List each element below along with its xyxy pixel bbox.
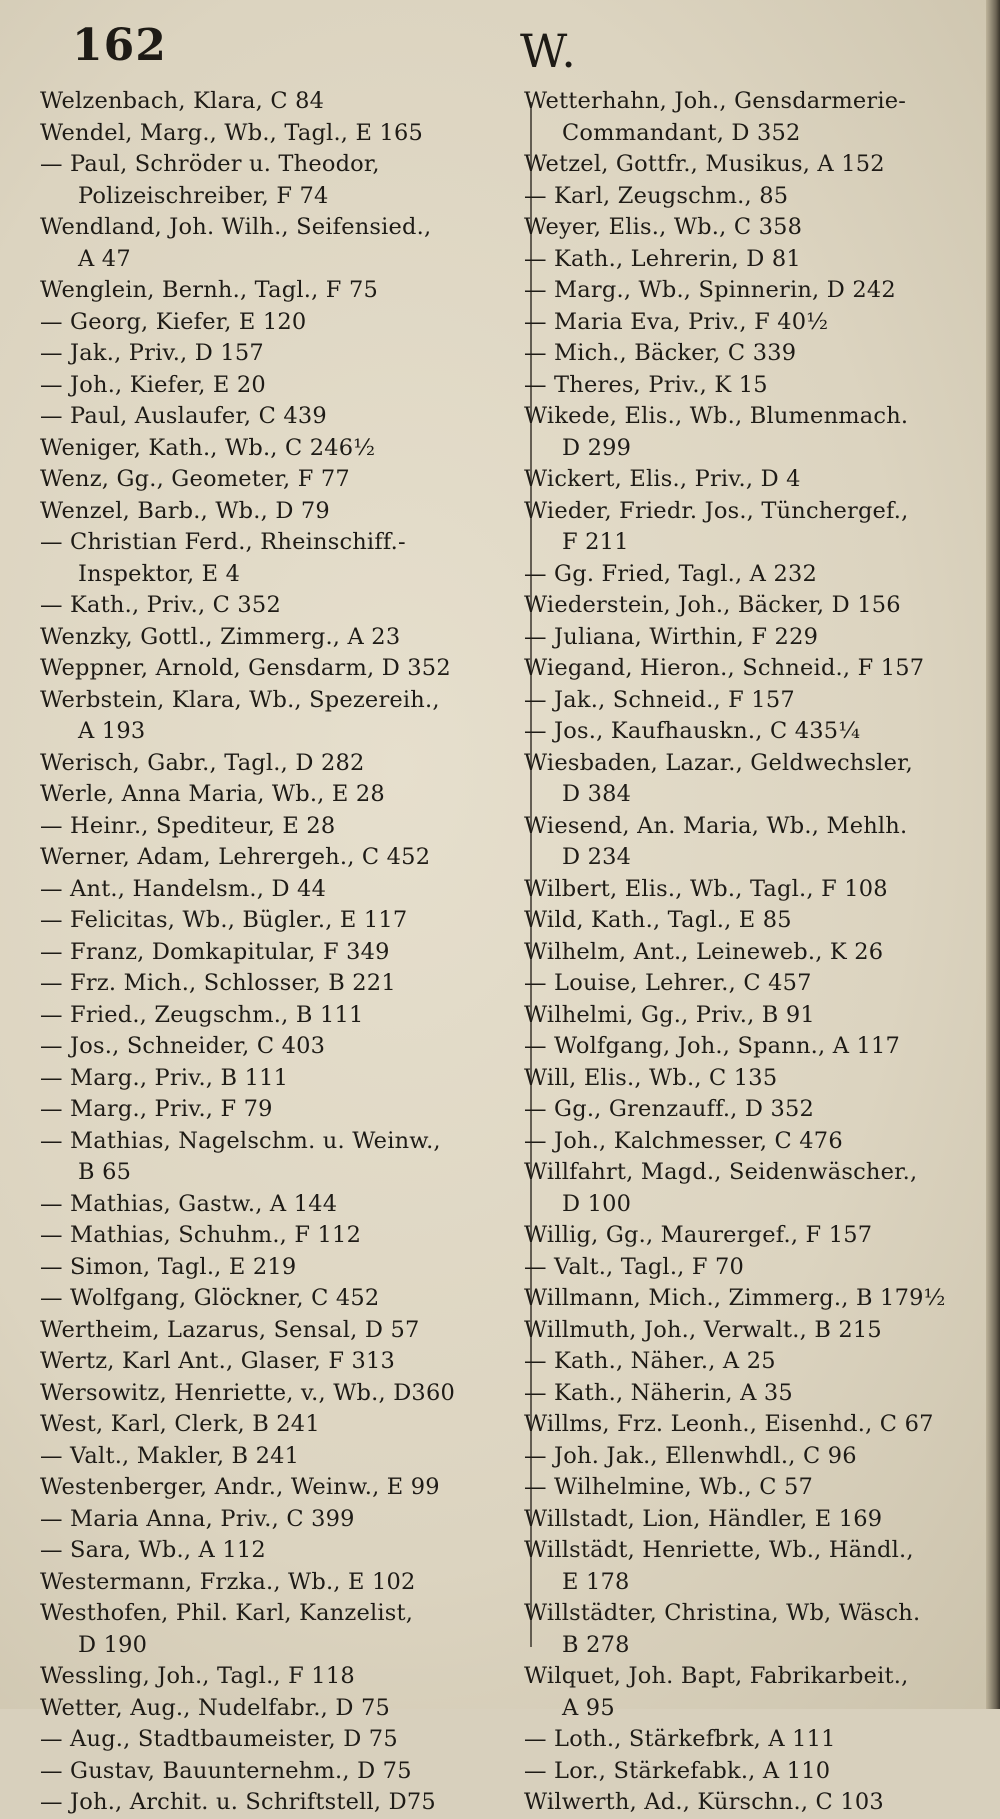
directory-entry: — Valt., Makler, B 241 (40, 1442, 300, 1469)
directory-entry: Wenz, Gg., Geometer, F 77 (40, 466, 350, 492)
directory-entry-continuation: Inspektor, E 4 (78, 560, 241, 587)
directory-entry: Wetter, Aug., Nudelfabr., D 75 (40, 1694, 390, 1721)
directory-entry: — Loth., Stärkefbrk, A 111 (524, 1726, 836, 1752)
directory-entry: — Jos., Kaufhauskn., C 435¼ (524, 718, 861, 744)
directory-entry: — Paul, Auslaufer, C 439 (40, 403, 327, 429)
directory-entry: Weppner, Arnold, Gensdarm, D 352 (40, 655, 451, 681)
directory-entry: Wiederstein, Joh., Bäcker, D 156 (524, 592, 901, 618)
directory-entry: Wersowitz, Henriette, v., Wb., D360 (40, 1379, 455, 1406)
directory-entry-continuation: E 178 (562, 1568, 630, 1595)
directory-entry: — Gg., Grenzauff., D 352 (524, 1096, 815, 1122)
directory-entry: — Marg., Priv., F 79 (40, 1096, 273, 1122)
directory-entry: Westhofen, Phil. Karl, Kanzelist, (40, 1600, 414, 1626)
directory-entry: — Paul, Schröder u. Theodor, (40, 151, 380, 177)
directory-entry: Werner, Adam, Lehrergeh., C 452 (40, 844, 431, 870)
directory-entry: — Louise, Lehrer., C 457 (524, 970, 812, 996)
directory-entry-continuation: F 211 (562, 529, 629, 555)
directory-entry: — Jak., Schneid., F 157 (524, 686, 795, 713)
directory-entry: Wilquet, Joh. Bapt, Fabrikarbeit., (524, 1663, 909, 1689)
directory-entry: — Joh., Kiefer, E 20 (40, 371, 266, 398)
directory-entry: Weniger, Kath., Wb., C 246½ (40, 434, 376, 461)
left-column (40, 86, 518, 1819)
directory-entry: — Aug., Stadtbaumeister, D 75 (40, 1726, 398, 1752)
directory-entry: — Mathias, Gastw., A 144 (40, 1190, 338, 1217)
directory-entry: — Jos., Schneider, C 403 (40, 1033, 326, 1059)
directory-entry: — Heinr., Spediteur, E 28 (40, 812, 336, 839)
directory-entry: Willfahrt, Magd., Seidenwäscher., (524, 1159, 918, 1185)
directory-entry: Willig, Gg., Maurergef., F 157 (524, 1222, 873, 1248)
directory-entry: — Franz, Domkapitular, F 349 (40, 938, 390, 965)
directory-entry: Welzenbach, Klara, C 84 (40, 88, 325, 114)
directory-entry: West, Karl, Clerk, B 241 (40, 1411, 320, 1437)
directory-entry: — Joh., Archit. u. Schriftstell, D75 (40, 1789, 436, 1815)
directory-entry: Wertheim, Lazarus, Sensal, D 57 (40, 1316, 420, 1343)
directory-entry: Wenglein, Bernh., Tagl., F 75 (40, 277, 378, 303)
directory-entry: — Mathias, Schuhm., F 112 (40, 1222, 362, 1248)
directory-entry-continuation: B 278 (562, 1631, 630, 1658)
directory-entry: — Maria Anna, Priv., C 399 (40, 1505, 355, 1532)
directory-entry: Wikede, Elis., Wb., Blumenmach. (524, 403, 909, 429)
directory-entry: — Ant., Handelsm., D 44 (40, 875, 327, 902)
directory-entry-continuation: Commandant, D 352 (562, 119, 801, 146)
directory-entry: Wilhelmi, Gg., Priv., B 91 (524, 1001, 815, 1028)
directory-entry: — Wilhelmine, Wb., C 57 (524, 1474, 814, 1500)
directory-entry: — Christian Ferd., Rheinschiff.- (40, 529, 406, 555)
directory-entry: — Georg, Kiefer, E 120 (40, 308, 307, 335)
directory-entry: — Fried., Zeugschm., B 111 (40, 1001, 364, 1028)
directory-entry-continuation: A 193 (78, 718, 146, 744)
directory-entry: — Kath., Lehrerin, D 81 (524, 245, 801, 272)
directory-entry: — Juliana, Wirthin, F 229 (524, 623, 819, 650)
directory-entry: Wendland, Joh. Wilh., Seifensied., (40, 214, 432, 240)
directory-entry: Wessling, Joh., Tagl., F 118 (40, 1663, 355, 1689)
directory-entry: Wenzky, Gottl., Zimmerg., A 23 (40, 623, 401, 650)
directory-entry: — Mich., Bäcker, C 339 (524, 340, 797, 366)
directory-entry: — Kath., Näherin, A 35 (524, 1379, 793, 1406)
directory-entry-continuation: D 299 (562, 434, 632, 461)
directory-entry: — Karl, Zeugschm., 85 (524, 182, 789, 209)
directory-entry: — Marg., Wb., Spinnerin, D 242 (524, 277, 896, 303)
right-column (524, 86, 964, 1819)
directory-entry: — Wolfgang, Glöckner, C 452 (40, 1285, 380, 1311)
directory-entry: Wetterhahn, Joh., Gensdarmerie- (524, 88, 907, 114)
directory-entry: Wertz, Karl Ant., Glaser, F 313 (40, 1348, 396, 1374)
directory-entry-continuation: B 65 (78, 1159, 132, 1185)
directory-entry: — Frz. Mich., Schlosser, B 221 (40, 970, 396, 996)
directory-entry: Willstadt, Lion, Händler, E 169 (524, 1505, 883, 1532)
directory-entry: Westermann, Frzka., Wb., E 102 (40, 1568, 416, 1595)
directory-entry: — Maria Eva, Priv., F 40½ (524, 308, 829, 335)
section-letter: W. (520, 24, 578, 78)
directory-entry: Wiegand, Hieron., Schneid., F 157 (524, 655, 925, 681)
directory-entry: — Wolfgang, Joh., Spann., A 117 (524, 1033, 901, 1059)
directory-entry: — Marg., Priv., B 111 (40, 1064, 289, 1091)
directory-entry: — Kath., Priv., C 352 (40, 592, 281, 618)
directory-entry: Weyer, Elis., Wb., C 358 (524, 214, 803, 240)
directory-entry: Willmuth, Joh., Verwalt., B 215 (524, 1316, 882, 1343)
directory-entry: Wenzel, Barb., Wb., D 79 (40, 497, 330, 524)
directory-entry-continuation: D 384 (562, 781, 632, 807)
directory-entry: Wiesbaden, Lazar., Geldwechsler, (524, 749, 913, 776)
directory-entry: Wild, Kath., Tagl., E 85 (524, 907, 792, 933)
directory-entry: Wilbert, Elis., Wb., Tagl., F 108 (524, 875, 888, 902)
directory-entry: Wendel, Marg., Wb., Tagl., E 165 (40, 119, 424, 146)
directory-entry: Willms, Frz. Leonh., Eisenhd., C 67 (524, 1411, 934, 1437)
directory-entry: Werisch, Gabr., Tagl., D 282 (40, 749, 365, 776)
directory-entry: Wickert, Elis., Priv., D 4 (524, 466, 801, 492)
page-number: 162 (72, 20, 167, 71)
directory-entry: Willstädter, Christina, Wb, Wäsch. (524, 1600, 921, 1626)
directory-entry-continuation: D 190 (78, 1631, 148, 1658)
directory-entry: — Simon, Tagl., E 219 (40, 1253, 297, 1280)
directory-entry: — Joh., Kalchmesser, C 476 (524, 1127, 843, 1154)
directory-entry-continuation: A 47 (78, 245, 131, 272)
directory-entry: Wiesend, An. Maria, Wb., Mehlh. (524, 812, 908, 839)
directory-entry-continuation: D 234 (562, 844, 632, 870)
directory-entry: Wieder, Friedr. Jos., Tünchergef., (524, 497, 909, 524)
directory-entry: Willmann, Mich., Zimmerg., B 179½ (524, 1285, 946, 1311)
directory-entry: — Gg. Fried, Tagl., A 232 (524, 560, 817, 587)
directory-entry: — Lor., Stärkefabk., A 110 (524, 1757, 831, 1784)
directory-entry: Wilwerth, Ad., Kürschn., C 103 (524, 1789, 884, 1815)
directory-entry: — Theres, Priv., K 15 (524, 371, 768, 398)
directory-entry: — Gustav, Bauunternehm., D 75 (40, 1757, 412, 1784)
directory-entry: — Sara, Wb., A 112 (40, 1537, 266, 1563)
directory-entry: Werbstein, Klara, Wb., Spezereih., (40, 686, 440, 713)
page-edge-shadow (986, 0, 1000, 1709)
directory-entry: Wilhelm, Ant., Leineweb., K 26 (524, 938, 884, 965)
directory-entry-continuation: Polizeischreiber, F 74 (78, 182, 329, 209)
directory-entry: — Mathias, Nagelschm. u. Weinw., (40, 1127, 441, 1154)
directory-entry: — Felicitas, Wb., Bügler., E 117 (40, 907, 408, 933)
directory-entry: Wetzel, Gottfr., Musikus, A 152 (524, 151, 885, 177)
directory-entry-continuation: A 95 (562, 1694, 615, 1721)
directory-entry: — Kath., Näher., A 25 (524, 1348, 776, 1374)
directory-entry: Westenberger, Andr., Weinw., E 99 (40, 1474, 440, 1500)
directory-entry: — Joh. Jak., Ellenwhdl., C 96 (524, 1442, 857, 1469)
directory-entry: Willstädt, Henriette, Wb., Händl., (524, 1537, 914, 1563)
directory-entry: Werle, Anna Maria, Wb., E 28 (40, 781, 385, 807)
directory-entry: Will, Elis., Wb., C 135 (524, 1064, 778, 1091)
directory-entry-continuation: D 100 (562, 1190, 632, 1217)
directory-entry: — Valt., Tagl., F 70 (524, 1253, 745, 1280)
directory-entry: — Jak., Priv., D 157 (40, 340, 264, 366)
